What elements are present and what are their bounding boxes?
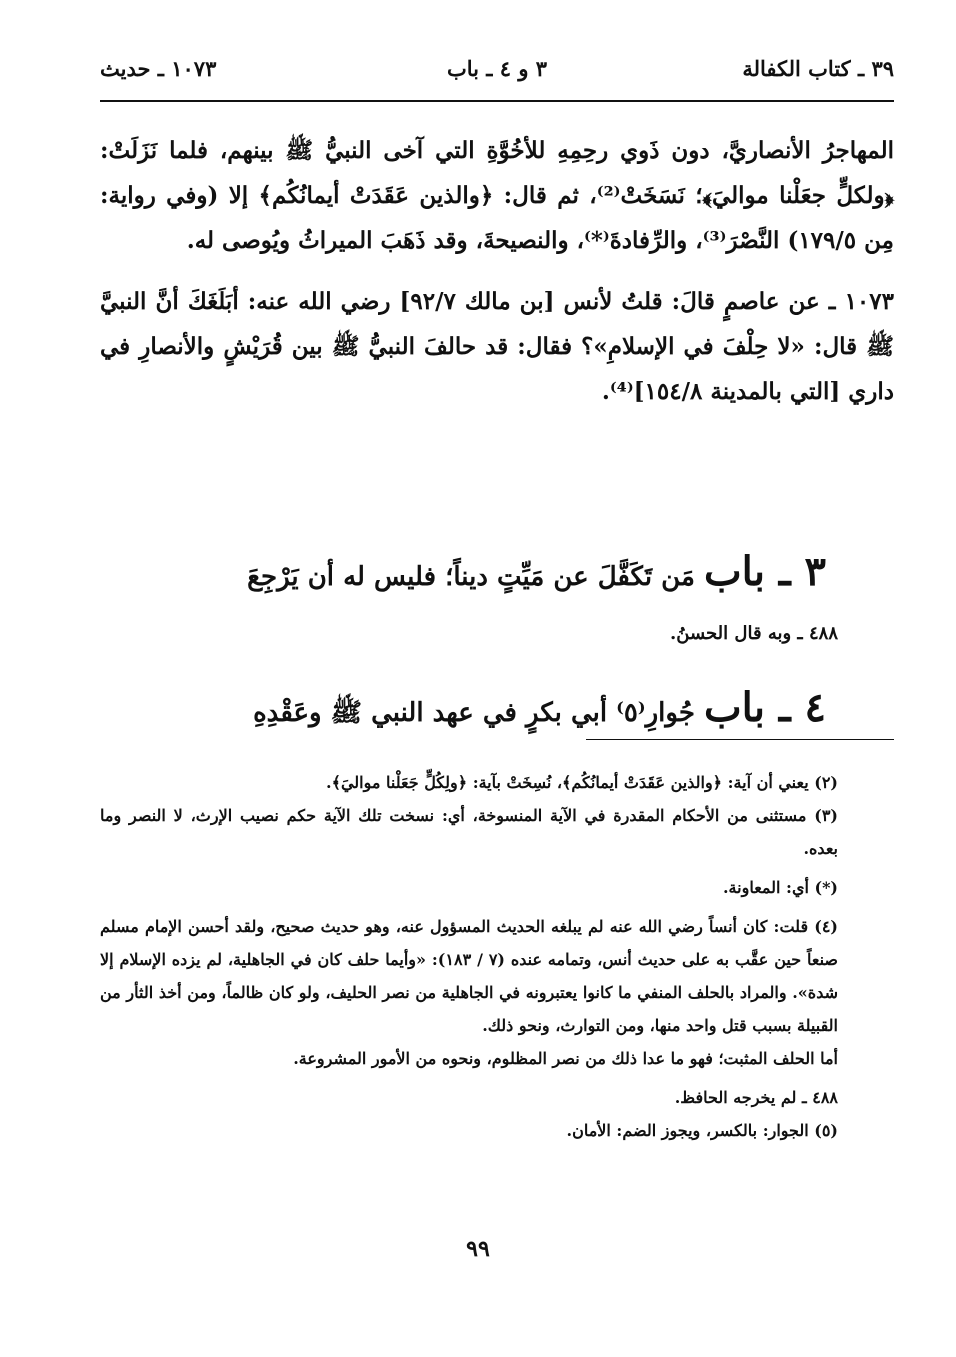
header-hadith-number: ١٠٧٣ ـ حديث	[100, 56, 217, 81]
footnote-4: (٤) قلت: كان أنساً رضي الله عنه لم يبلغه الحديث المسؤول عنه، وهو حديث صحيح، ولقد أحسن الإمام مسلم صنعاً حين عقَّب به على حديث أنس، وتمامه عنده (٧ / ١٨٣): «وأيما حلف كان في الجاهلية، لم يزده الإسلام إلا شدة». والمراد بالحلف المنفي ما كانوا يعتبرونه في الجاهلية من نصر الحليف، ولو كان ظالماً، ومن أخذ الثأر من القبيلة بسبب قتل واحد منها، ومن التوارث، ونحو ذلك.	[100, 917, 839, 1035]
footnote-2: (٢) يعني أن آية: ﴿والذين عَقَدَتْ أيمانُكُم﴾، نُسِخَتْ بآية: ﴿ولِكُلٍّ جَعَلْنا مواليَ﴾.	[326, 773, 838, 792]
header-chapter: ٣ و ٤ ـ باب	[446, 56, 548, 81]
footnote-5: (٥) الجوار: بالكسر، ويجوز الضم: الأمان.	[566, 1121, 838, 1140]
running-header	[100, 56, 894, 96]
footnote-4-continued: أما الحلف المثبت؛ فهو ما عدا ذلك من نصر المظلوم، ونحوه من الأمور المشروعة.	[293, 1049, 838, 1068]
footnotes	[100, 766, 894, 1147]
athar-488: ٤٨٨ ـ وبه قال الحسنُ.	[669, 623, 838, 644]
header-book-title: ٣٩ ـ كتاب الكفالة	[742, 56, 894, 81]
footnote-star: (*) أي: المعاونة.	[722, 878, 838, 897]
chapter-title: مَن تَكَفَّلَ عن مَيِّتٍ ديناً؛ فليس له أن يَرْجِعَ	[247, 562, 695, 592]
chapter-heading-4	[200, 684, 826, 734]
main-text	[100, 128, 894, 414]
chapter-number: ٣ ـ باب	[703, 548, 826, 595]
chapter-number: ٤ ـ باب	[703, 684, 826, 731]
page-number: ٩٩	[466, 1236, 490, 1262]
chapter-title: جُوارِ⁽٥⁾ أبي بكرٍ في عهد النبي ﷺ وعَقْدِهِ	[253, 698, 695, 728]
footnote-488: ٤٨٨ ـ لم يخرجه الحافظ.	[674, 1088, 838, 1107]
footnote-rule	[586, 739, 894, 740]
chapter-heading-3	[200, 548, 826, 595]
paragraph-continuation: المهاجرُ الأنصاريَّ، دون ذَوي رحِمِهِ للأخُوَّةِ التي آخى النبيُّ ﷺ بينهم، فلما نَزَلَتْ: ﴿ولكلٍّ جعَلْنا مواليَ﴾؛ نَسَخَتْ⁽²⁾، ثم قال: ﴿والذين عَقَدَتْ أيمانُكُم﴾ إلا (وفي رواية: مِن ١٧٩/٥) النَّصْرَ⁽³⁾، والرِّفادةَ⁽*⁾، والنصيحةَ، وقد ذَهَبَ الميراثُ ويُوصى له.	[100, 137, 895, 254]
footnote-3: (٣) مستثنى من الأحكام المقدرة في الآية المنسوخة، أي: نسخت تلك الآية حكم نصيب الإرث، لا النصر وما بعده.	[100, 806, 838, 858]
header-rule	[100, 100, 894, 102]
hadith-1073: ١٠٧٣ ـ عن عاصمٍ قالَ: قلتُ لأنس [بن مالك ٩٢/٧] رضي الله عنه: أبَلَغَكَ أنَّ النبيَّ ﷺ قال: «لا حِلْفَ في الإسلامِ»؟ فقال: قد حالفَ النبيُّ ﷺ بين قُرَيْشٍ والأنصارِ في داري [التي بالمدينة ١٥٤/٨]⁽⁴⁾.	[100, 288, 894, 405]
